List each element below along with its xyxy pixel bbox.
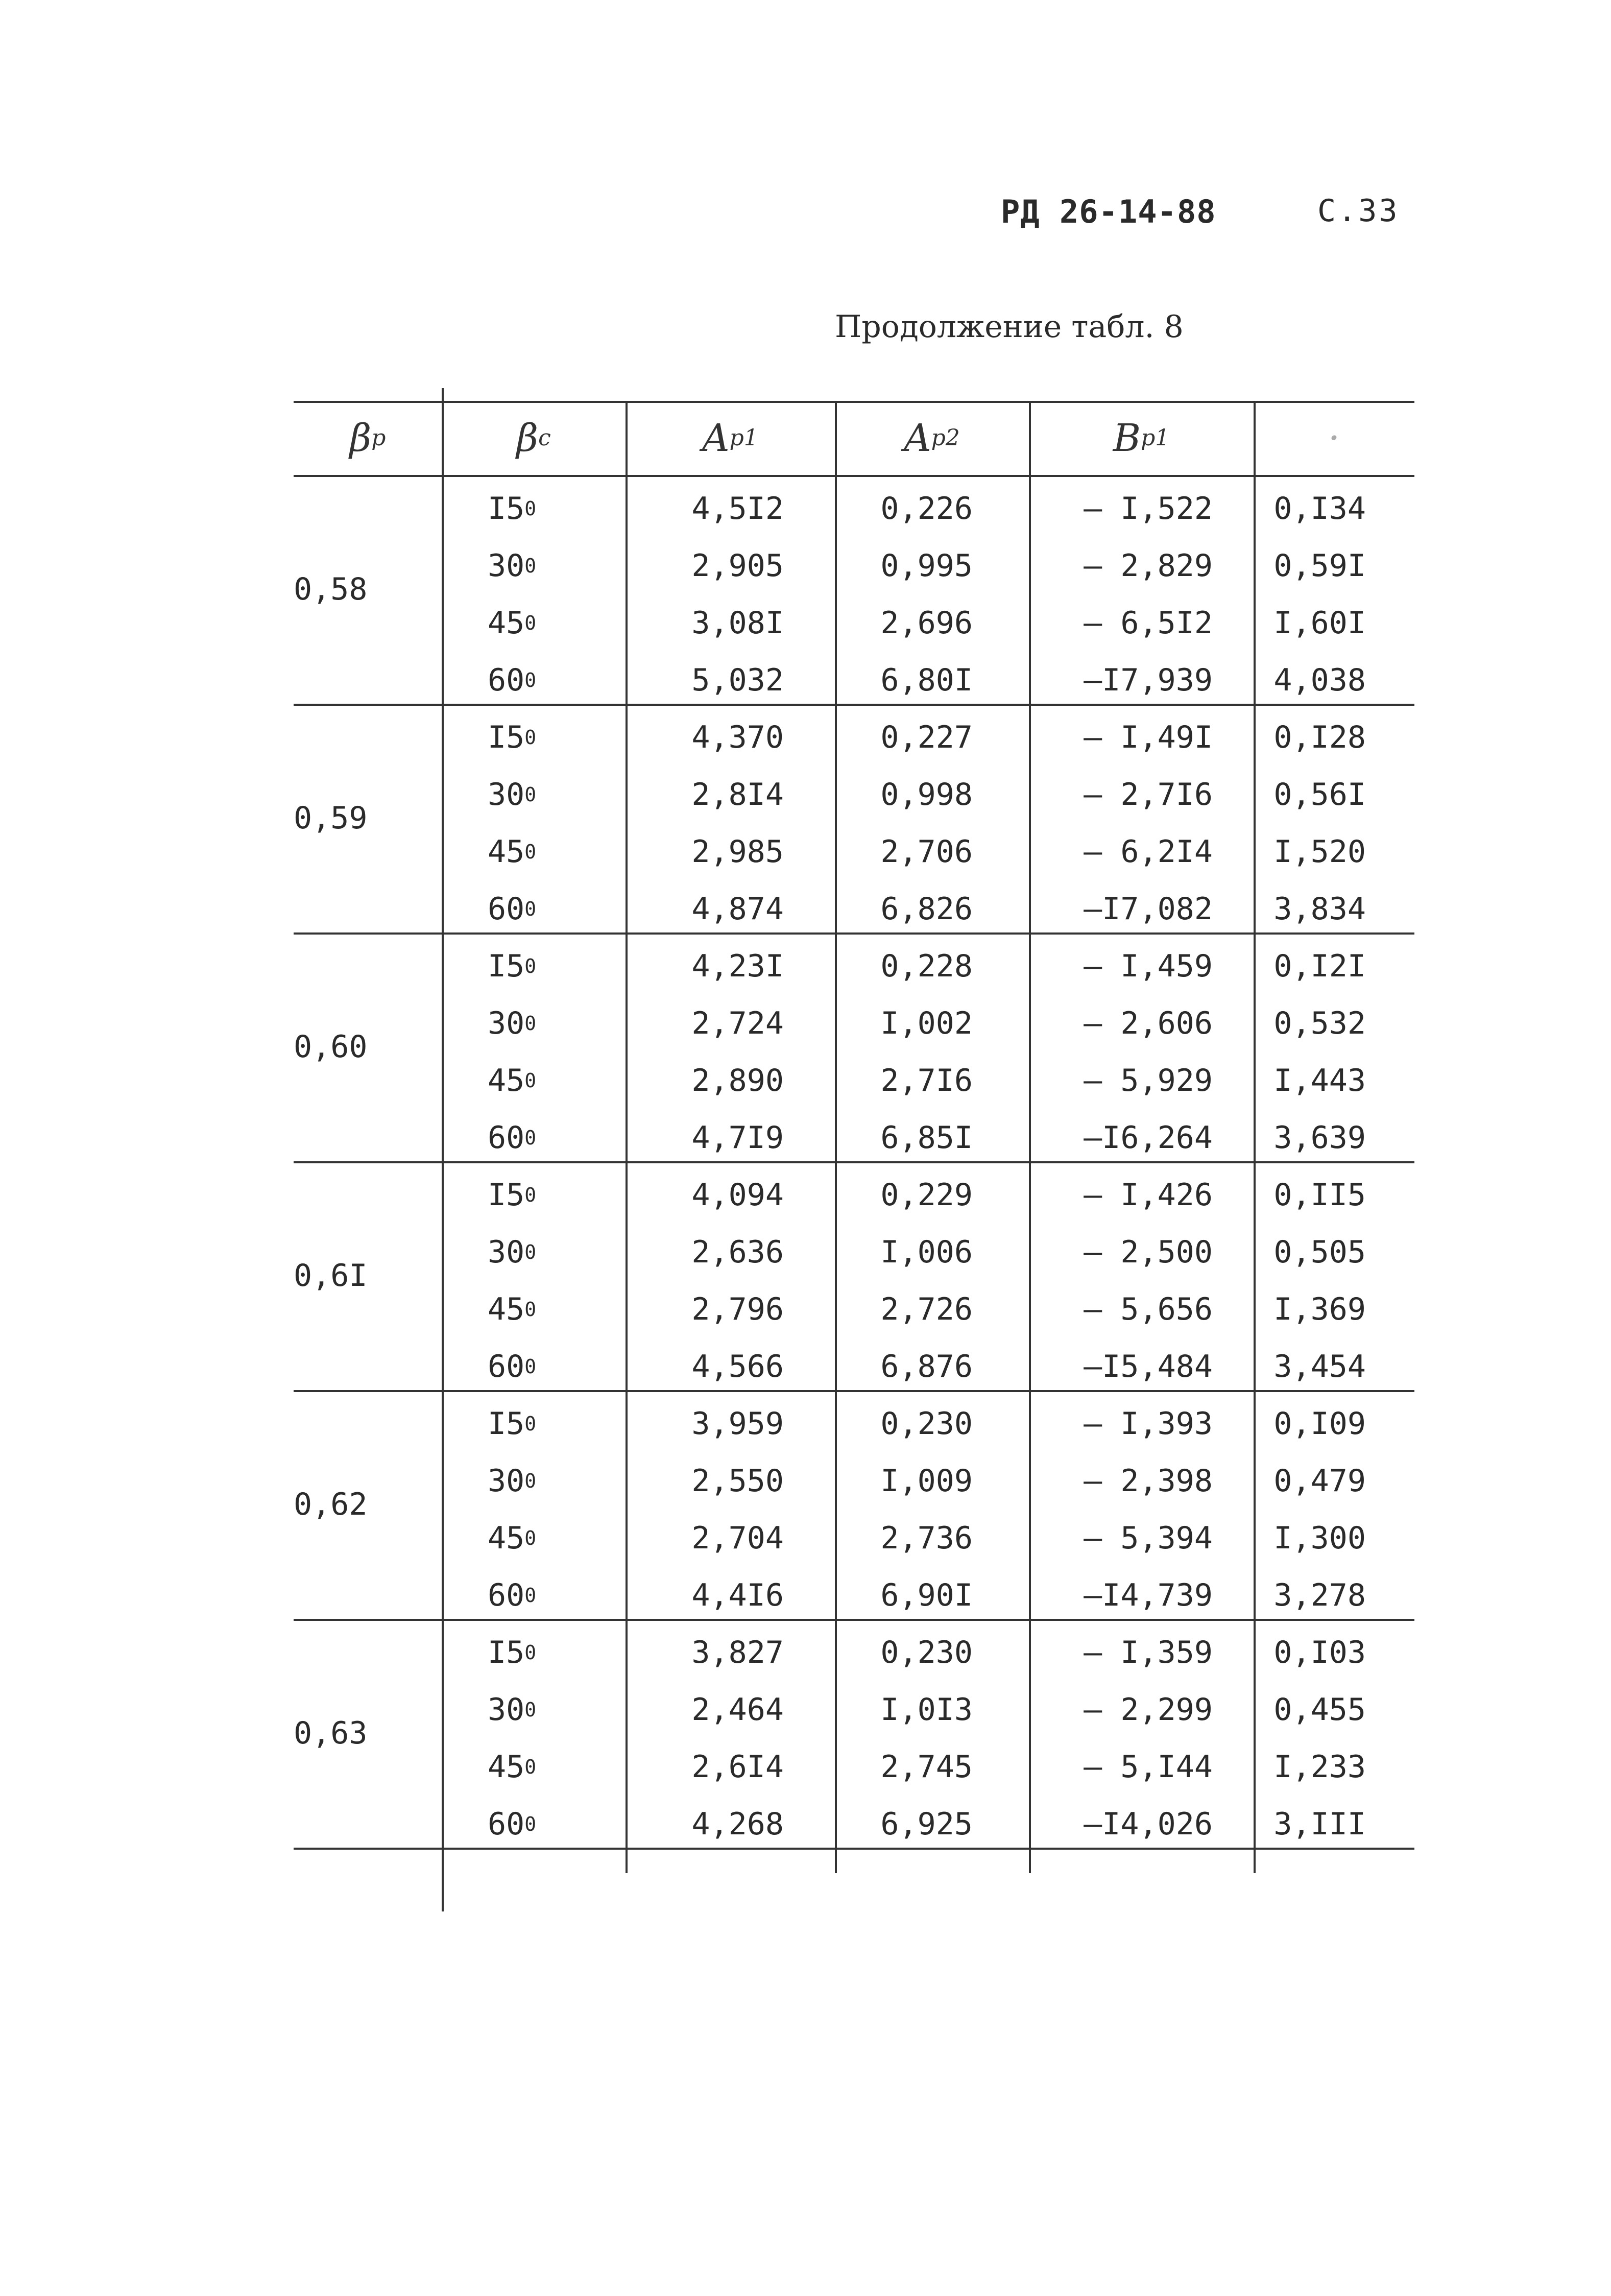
ap1-value: 2,636	[691, 1234, 784, 1270]
ap1-value: 2,796	[691, 1292, 784, 1327]
beta-c-number: 45	[488, 1749, 525, 1785]
last-column-value: I,443	[1273, 1063, 1366, 1098]
beta-c-number: 60	[488, 1577, 525, 1613]
beta-p-text: 0,62	[294, 1487, 368, 1522]
beta-p-value	[294, 1619, 442, 1848]
group-rule	[294, 1390, 1414, 1392]
beta-c-value: I5 0	[488, 948, 537, 984]
beta-c-number: 60	[488, 891, 525, 927]
bp1-value: – I,393	[1084, 1406, 1213, 1442]
beta-c-value: 30 0	[488, 1463, 537, 1499]
beta-c-value: 60 0	[488, 1577, 537, 1613]
beta-c-value: 30 0	[488, 1006, 537, 1041]
beta-p-value	[294, 704, 442, 932]
beta-c-value: 30 0	[488, 1692, 537, 1728]
ap1-value: 3,08I	[691, 605, 784, 641]
beta-p-text: 0,59	[294, 800, 368, 836]
beta-p-value	[294, 1161, 442, 1390]
bp1-value: – I,49I	[1084, 720, 1213, 755]
last-column-value: 0,455	[1273, 1692, 1366, 1728]
header-rule	[294, 475, 1414, 477]
ap1-value: 3,827	[691, 1635, 784, 1670]
last-column-value: 0,II5	[1273, 1177, 1366, 1213]
ap2-value: 0,226	[880, 491, 973, 527]
last-column-value: 4,038	[1273, 662, 1366, 698]
last-column-value: 0,I34	[1273, 491, 1366, 527]
last-column-value: 0,I2I	[1273, 948, 1366, 984]
beta-c-number: 45	[488, 605, 525, 641]
table-caption: Продолжение табл. 8	[835, 309, 1184, 345]
page-number: С.33	[1317, 193, 1400, 229]
beta-p-text: 0,6I	[294, 1258, 368, 1294]
beta-c-value: 30 0	[488, 777, 537, 812]
column-header: β с	[516, 416, 551, 460]
last-column-value: 0,505	[1273, 1234, 1366, 1270]
ap1-value: 2,6I4	[691, 1749, 784, 1785]
ap2-value: 0,227	[880, 720, 973, 755]
beta-c-number: I5	[488, 948, 525, 984]
ap2-value: 6,826	[880, 891, 973, 927]
last-column-value: 0,I28	[1273, 720, 1366, 755]
bp1-value: –I4,739	[1084, 1577, 1213, 1613]
beta-p-text: 0,63	[294, 1715, 368, 1751]
beta-c-value: I5 0	[488, 491, 537, 527]
last-column-value: 3,834	[1273, 891, 1366, 927]
beta-c-number: 30	[488, 1463, 525, 1499]
ap1-value: 4,5I2	[691, 491, 784, 527]
beta-c-number: 45	[488, 834, 525, 870]
ap1-value: 4,566	[691, 1349, 784, 1384]
ap1-value: 2,905	[691, 548, 784, 584]
group-rule	[294, 932, 1414, 935]
ap2-value: 2,736	[880, 1520, 973, 1556]
beta-c-value: 30 0	[488, 1234, 537, 1270]
ap1-value: 3,959	[691, 1406, 784, 1442]
column-header: ·	[1328, 416, 1340, 460]
last-column-value: 3,III	[1273, 1806, 1366, 1842]
bp1-value: –I4,026	[1084, 1806, 1213, 1842]
ap1-value: 2,985	[691, 834, 784, 870]
bp1-value: – I,426	[1084, 1177, 1213, 1213]
beta-c-number: 30	[488, 548, 525, 584]
ap2-value: 6,90I	[880, 1577, 973, 1613]
column-divider	[442, 388, 444, 1911]
beta-c-number: 45	[488, 1520, 525, 1556]
ap2-value: 0,230	[880, 1406, 973, 1442]
bp1-value: – I,522	[1084, 491, 1213, 527]
beta-c-value: 45 0	[488, 1520, 537, 1556]
beta-p-text: 0,58	[294, 571, 368, 607]
group-rule	[294, 1848, 1414, 1850]
bp1-value: –I7,939	[1084, 662, 1213, 698]
ap1-value: 2,724	[691, 1006, 784, 1041]
beta-c-value: 60 0	[488, 891, 537, 927]
beta-c-value: I5 0	[488, 1406, 537, 1442]
bp1-value: – 2,606	[1084, 1006, 1213, 1041]
bp1-value: – 2,7I6	[1084, 777, 1213, 812]
ap2-value: 0,230	[880, 1635, 973, 1670]
ap1-value: 4,23I	[691, 948, 784, 984]
ap2-value: 6,80I	[880, 662, 973, 698]
ap2-value: 2,706	[880, 834, 973, 870]
bp1-value: – I,359	[1084, 1635, 1213, 1670]
beta-c-number: 30	[488, 1234, 525, 1270]
ap1-value: 2,464	[691, 1692, 784, 1728]
group-rule	[294, 1619, 1414, 1621]
beta-c-value: 45 0	[488, 834, 537, 870]
last-column-value: 0,I03	[1273, 1635, 1366, 1670]
bp1-value: – 2,299	[1084, 1692, 1213, 1728]
ap2-value: 6,876	[880, 1349, 973, 1384]
beta-p-text: 0,60	[294, 1029, 368, 1065]
column-header: A р1	[702, 416, 758, 460]
last-column-value: I,233	[1273, 1749, 1366, 1785]
beta-c-number: 30	[488, 1006, 525, 1041]
bp1-value: – 5,929	[1084, 1063, 1213, 1098]
column-header: B р1	[1113, 416, 1170, 460]
beta-c-value: 45 0	[488, 1292, 537, 1327]
beta-c-number: 45	[488, 1292, 525, 1327]
beta-c-number: I5	[488, 1406, 525, 1442]
beta-c-value: 45 0	[488, 605, 537, 641]
ap1-value: 2,704	[691, 1520, 784, 1556]
bp1-value: – 5,394	[1084, 1520, 1213, 1556]
ap2-value: 2,7I6	[880, 1063, 973, 1098]
bp1-value: – I,459	[1084, 948, 1213, 984]
ap2-value: 2,726	[880, 1292, 973, 1327]
bp1-value: –I7,082	[1084, 891, 1213, 927]
ap2-value: 0,998	[880, 777, 973, 812]
ap2-value: 0,228	[880, 948, 973, 984]
last-column-value: 0,479	[1273, 1463, 1366, 1499]
beta-c-number: 60	[488, 1120, 525, 1156]
beta-c-value: 60 0	[488, 1349, 537, 1384]
ap1-value: 4,7I9	[691, 1120, 784, 1156]
ap2-value: 0,229	[880, 1177, 973, 1213]
beta-c-value: 60 0	[488, 1120, 537, 1156]
ap2-value: 2,696	[880, 605, 973, 641]
ap1-value: 4,370	[691, 720, 784, 755]
bp1-value: –I5,484	[1084, 1349, 1213, 1384]
column-header: β р	[349, 416, 386, 460]
beta-c-number: 60	[488, 662, 525, 698]
last-column-value: 0,532	[1273, 1006, 1366, 1041]
beta-c-number: I5	[488, 491, 525, 527]
ap2-value: I,006	[880, 1234, 973, 1270]
ap1-value: 4,874	[691, 891, 784, 927]
document-code: РД 26-14-88	[1001, 193, 1216, 230]
beta-p-value	[294, 1390, 442, 1619]
last-column-value: 0,I09	[1273, 1406, 1366, 1442]
bp1-value: –I6,264	[1084, 1120, 1213, 1156]
last-column-value: I,60I	[1273, 605, 1366, 641]
ap1-value: 2,8I4	[691, 777, 784, 812]
bp1-value: – 2,500	[1084, 1234, 1213, 1270]
group-rule	[294, 1161, 1414, 1163]
bp1-value: – 6,5I2	[1084, 605, 1213, 641]
beta-p-value	[294, 932, 442, 1161]
beta-c-value: I5 0	[488, 1635, 537, 1670]
bp1-value: – 2,829	[1084, 548, 1213, 584]
last-column-value: 0,59I	[1273, 548, 1366, 584]
bp1-value: – 2,398	[1084, 1463, 1213, 1499]
beta-c-number: I5	[488, 1177, 525, 1213]
ap2-value: 0,995	[880, 548, 973, 584]
bp1-value: – 6,2I4	[1084, 834, 1213, 870]
beta-c-number: 60	[488, 1806, 525, 1842]
beta-c-value: I5 0	[488, 720, 537, 755]
ap1-value: 5,032	[691, 662, 784, 698]
beta-c-value: 45 0	[488, 1063, 537, 1098]
beta-c-number: 30	[488, 1692, 525, 1728]
last-column-value: 3,278	[1273, 1577, 1366, 1613]
ap1-value: 2,550	[691, 1463, 784, 1499]
bp1-value: – 5,656	[1084, 1292, 1213, 1327]
last-column-value: I,520	[1273, 834, 1366, 870]
last-column-value: 0,56I	[1273, 777, 1366, 812]
beta-c-value: 60 0	[488, 1806, 537, 1842]
beta-c-number: 30	[488, 777, 525, 812]
beta-c-value: I5 0	[488, 1177, 537, 1213]
ap2-value: I,009	[880, 1463, 973, 1499]
ap1-value: 4,4I6	[691, 1577, 784, 1613]
ap2-value: 6,925	[880, 1806, 973, 1842]
group-rule	[294, 704, 1414, 706]
last-column-value: I,369	[1273, 1292, 1366, 1327]
ap2-value: I,0I3	[880, 1692, 973, 1728]
beta-c-value: 30 0	[488, 548, 537, 584]
last-column-value: 3,639	[1273, 1120, 1366, 1156]
bp1-value: – 5,I44	[1084, 1749, 1213, 1785]
ap1-value: 4,094	[691, 1177, 784, 1213]
beta-c-value: 60 0	[488, 662, 537, 698]
ap1-value: 2,890	[691, 1063, 784, 1098]
last-column-value: 3,454	[1273, 1349, 1366, 1384]
beta-c-number: I5	[488, 1635, 525, 1670]
ap2-value: 6,85I	[880, 1120, 973, 1156]
last-column-value: I,300	[1273, 1520, 1366, 1556]
beta-c-number: 45	[488, 1063, 525, 1098]
beta-c-number: 60	[488, 1349, 525, 1384]
ap1-value: 4,268	[691, 1806, 784, 1842]
ap2-value: 2,745	[880, 1749, 973, 1785]
column-header: A р2	[904, 416, 960, 460]
beta-c-number: I5	[488, 720, 525, 755]
beta-c-value: 45 0	[488, 1749, 537, 1785]
beta-p-value	[294, 475, 442, 704]
ap2-value: I,002	[880, 1006, 973, 1041]
